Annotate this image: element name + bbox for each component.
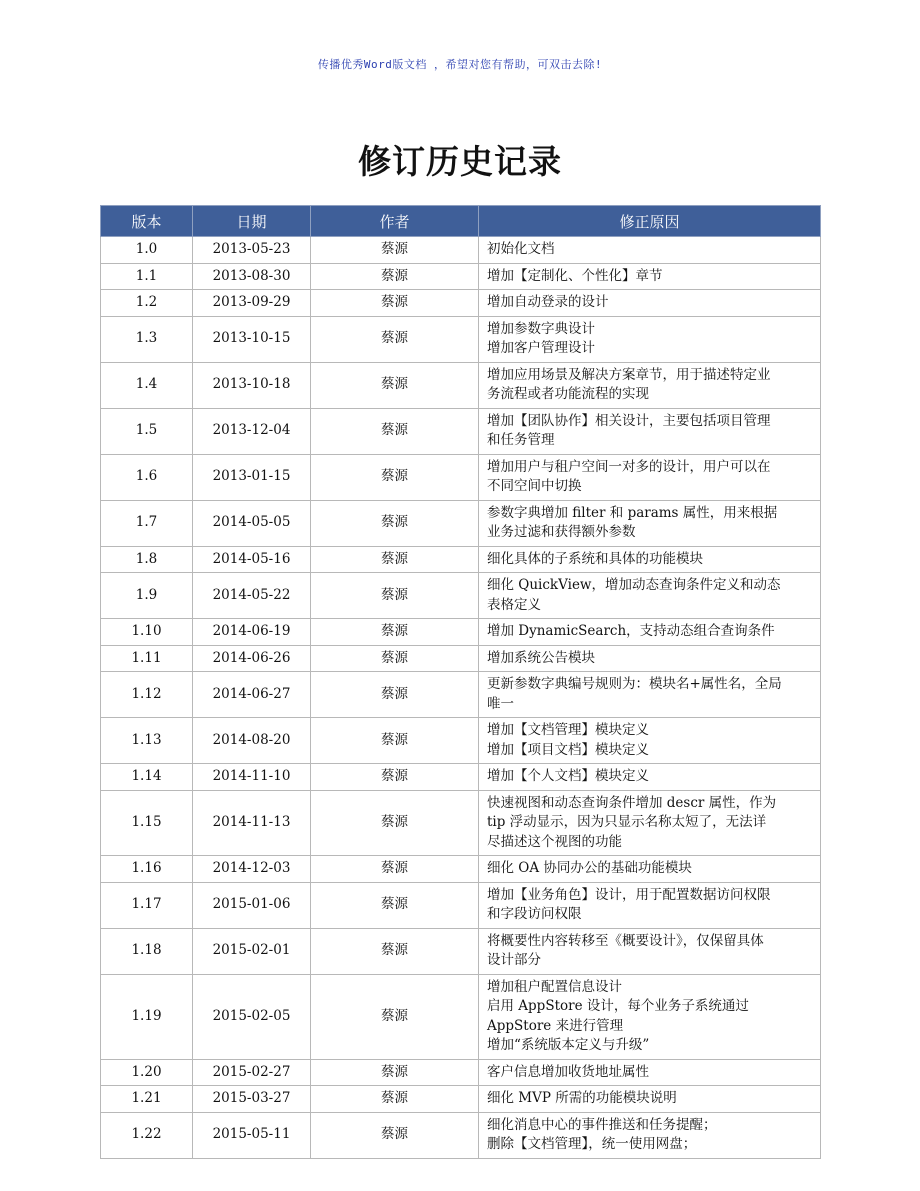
version-cell: 1.0 [101, 237, 193, 264]
reason-line: 设计部分 [487, 952, 541, 968]
version-cell: 1.13 [101, 718, 193, 764]
date-cell: 2014-12-03 [193, 856, 311, 883]
reason-cell [479, 316, 821, 362]
date-cell: 2015-02-05 [193, 974, 311, 1059]
date-cell: 2014-08-20 [193, 718, 311, 764]
table-row [101, 454, 821, 500]
author-cell: 蔡源 [311, 1059, 479, 1086]
date-cell: 2013-08-30 [193, 263, 311, 290]
author-cell: 蔡源 [311, 500, 479, 546]
reason-line: 快速视图和动态查询条件增加 descr 属性，作为 [487, 794, 777, 811]
reason-cell [479, 500, 821, 546]
reason-line: 增加自动登录的设计 [487, 294, 609, 310]
version-cell: 1.3 [101, 316, 193, 362]
version-cell: 1.10 [101, 619, 193, 646]
author-cell: 蔡源 [311, 362, 479, 408]
author-cell: 蔡源 [311, 764, 479, 791]
reason-cell [479, 237, 821, 264]
reason-cell [479, 362, 821, 408]
reason-line: 增加 DynamicSearch，支持动态组合查询条件 [487, 623, 775, 639]
reason-cell [479, 290, 821, 317]
version-cell: 1.21 [101, 1086, 193, 1113]
table-row [101, 1112, 821, 1158]
date-cell: 2015-03-27 [193, 1086, 311, 1113]
table-row [101, 316, 821, 362]
date-cell: 2013-09-29 [193, 290, 311, 317]
table-row [101, 974, 821, 1059]
page-title: 修订历史记录 [358, 142, 562, 181]
date-cell: 2014-11-13 [193, 790, 311, 856]
reason-line: 增加应用场景及解决方案章节，用于描述特定业 [487, 366, 771, 383]
reason-line: 更新参数字典编号规则为：模块名+属性名，全局 [487, 676, 782, 692]
author-cell: 蔡源 [311, 672, 479, 718]
author-cell: 蔡源 [311, 546, 479, 573]
reason-line: 增加系统公告模块 [487, 649, 595, 666]
table-row [101, 1086, 821, 1113]
table-row [101, 764, 821, 791]
reason-line: 细化消息中心的事件推送和任务提醒； [487, 1116, 717, 1133]
reason-line: 将概要性内容转移至《概要设计》，仅保留具体 [487, 932, 764, 949]
author-cell: 蔡源 [311, 619, 479, 646]
table-row [101, 408, 821, 454]
reason-line: 客户信息增加收货地址属性 [487, 1063, 649, 1080]
author-cell: 蔡源 [311, 263, 479, 290]
table-row [101, 362, 821, 408]
reason-cell [479, 928, 821, 974]
reason-line: 细化具体的子系统和具体的功能模块 [487, 550, 703, 567]
reason-cell [479, 573, 821, 619]
table-row [101, 928, 821, 974]
author-cell: 蔡源 [311, 290, 479, 317]
version-cell: 1.18 [101, 928, 193, 974]
version-cell: 1.2 [101, 290, 193, 317]
date-cell: 2015-02-27 [193, 1059, 311, 1086]
reason-line: 唯一 [487, 695, 514, 712]
author-cell: 蔡源 [311, 408, 479, 454]
author-cell: 蔡源 [311, 316, 479, 362]
version-cell: 1.7 [101, 500, 193, 546]
reason-cell [479, 764, 821, 791]
reason-cell [479, 882, 821, 928]
table-row [101, 573, 821, 619]
date-cell: 2013-10-18 [193, 362, 311, 408]
reason-line: 增加租户配置信息设计 [487, 978, 622, 995]
version-cell: 1.6 [101, 454, 193, 500]
header-version: 版本 [101, 206, 193, 237]
reason-cell [479, 790, 821, 856]
reason-cell [479, 263, 821, 290]
author-cell: 蔡源 [311, 790, 479, 856]
version-cell: 1.9 [101, 573, 193, 619]
reason-cell [479, 974, 821, 1059]
table-row [101, 672, 821, 718]
reason-cell [479, 1086, 821, 1113]
header-date: 日期 [193, 206, 311, 237]
version-cell: 1.16 [101, 856, 193, 883]
date-cell: 2013-05-23 [193, 237, 311, 264]
date-cell: 2013-10-15 [193, 316, 311, 362]
reason-line: 启用 AppStore 设计，每个业务子系统通过 [487, 998, 749, 1014]
table-row [101, 546, 821, 573]
reason-line: 增加“系统版本定义与升级” [487, 1037, 650, 1053]
watermark-banner: 传播优秀Word版文档 ，希望对您有帮助，可双击去除! [317, 58, 603, 71]
table-row [101, 882, 821, 928]
table-row [101, 619, 821, 646]
date-cell: 2014-05-16 [193, 546, 311, 573]
date-cell: 2015-02-01 [193, 928, 311, 974]
date-cell: 2014-06-26 [193, 645, 311, 672]
reason-line: 细化 MVP 所需的功能模块说明 [487, 1090, 677, 1106]
version-cell: 1.19 [101, 974, 193, 1059]
table-row [101, 790, 821, 856]
revision-history-table [100, 205, 821, 1159]
reason-line: 增加参数字典设计 [487, 320, 595, 337]
reason-line: 增加【业务角色】设计，用于配置数据访问权限 [487, 886, 771, 903]
reason-cell [479, 718, 821, 764]
version-cell: 1.12 [101, 672, 193, 718]
version-cell: 1.1 [101, 263, 193, 290]
author-cell: 蔡源 [311, 718, 479, 764]
table-row [101, 645, 821, 672]
date-cell: 2015-05-11 [193, 1112, 311, 1158]
reason-cell [479, 546, 821, 573]
date-cell: 2014-06-19 [193, 619, 311, 646]
table-row [101, 263, 821, 290]
reason-line: 增加【个人文档】模块定义 [487, 768, 649, 784]
version-cell: 1.8 [101, 546, 193, 573]
reason-line: 增加【团队协作】相关设计，主要包括项目管理 [487, 412, 771, 429]
header-author: 作者 [311, 206, 479, 237]
author-cell: 蔡源 [311, 974, 479, 1059]
reason-line: 业务过滤和获得额外参数 [487, 524, 636, 540]
reason-line: 删除【文档管理】，统一使用网盘； [487, 1136, 697, 1152]
author-cell: 蔡源 [311, 645, 479, 672]
table-row [101, 1059, 821, 1086]
reason-line: 和任务管理 [487, 432, 555, 448]
date-cell: 2014-05-05 [193, 500, 311, 546]
author-cell: 蔡源 [311, 882, 479, 928]
reason-cell [479, 645, 821, 672]
date-cell: 2014-05-22 [193, 573, 311, 619]
reason-line: 细化 OA 协同办公的基础功能模块 [487, 860, 692, 876]
version-cell: 1.5 [101, 408, 193, 454]
reason-line: 细化 QuickView，增加动态查询条件定义和动态 [487, 577, 781, 593]
reason-cell [479, 856, 821, 883]
reason-cell [479, 1059, 821, 1086]
reason-cell [479, 408, 821, 454]
table-row [101, 237, 821, 264]
reason-line: 务流程或者功能流程的实现 [487, 386, 649, 402]
version-cell: 1.11 [101, 645, 193, 672]
reason-line: tip 浮动显示，因为只显示名称太短了，无法详 [487, 814, 767, 830]
author-cell: 蔡源 [311, 1086, 479, 1113]
reason-line: 参数字典增加 filter 和 params 属性，用来根据 [487, 504, 778, 521]
author-cell: 蔡源 [311, 1112, 479, 1158]
reason-line: 增加客户管理设计 [487, 340, 595, 356]
date-cell: 2013-01-15 [193, 454, 311, 500]
reason-cell [479, 619, 821, 646]
reason-cell [479, 454, 821, 500]
version-cell: 1.14 [101, 764, 193, 791]
reason-cell [479, 672, 821, 718]
reason-line: 不同空间中切换 [487, 478, 582, 494]
version-cell: 1.17 [101, 882, 193, 928]
version-cell: 1.4 [101, 362, 193, 408]
header-reason: 修正原因 [479, 206, 821, 237]
version-cell: 1.15 [101, 790, 193, 856]
date-cell: 2014-06-27 [193, 672, 311, 718]
version-cell: 1.22 [101, 1112, 193, 1158]
author-cell: 蔡源 [311, 237, 479, 264]
author-cell: 蔡源 [311, 928, 479, 974]
table-row [101, 856, 821, 883]
reason-line: 表格定义 [487, 596, 541, 613]
reason-line: 增加【文档管理】模块定义 [487, 722, 649, 738]
date-cell: 2014-11-10 [193, 764, 311, 791]
table-header-row [101, 206, 821, 237]
date-cell: 2015-01-06 [193, 882, 311, 928]
table-row [101, 290, 821, 317]
reason-line: 增加【项目文档】模块定义 [487, 741, 649, 758]
author-cell: 蔡源 [311, 856, 479, 883]
table-row [101, 500, 821, 546]
author-cell: 蔡源 [311, 573, 479, 619]
table-body [101, 237, 821, 1159]
reason-line: AppStore 来进行管理 [487, 1017, 624, 1034]
version-cell: 1.20 [101, 1059, 193, 1086]
reason-line: 和字段访问权限 [487, 906, 582, 922]
author-cell: 蔡源 [311, 454, 479, 500]
reason-line: 初始化文档 [487, 241, 555, 257]
reason-line: 尽描述这个视图的功能 [487, 833, 622, 850]
table-row [101, 718, 821, 764]
reason-line: 增加用户与租户空间一对多的设计，用户可以在 [487, 458, 771, 475]
reason-cell [479, 1112, 821, 1158]
date-cell: 2013-12-04 [193, 408, 311, 454]
reason-line: 增加【定制化、个性化】章节 [487, 267, 663, 284]
